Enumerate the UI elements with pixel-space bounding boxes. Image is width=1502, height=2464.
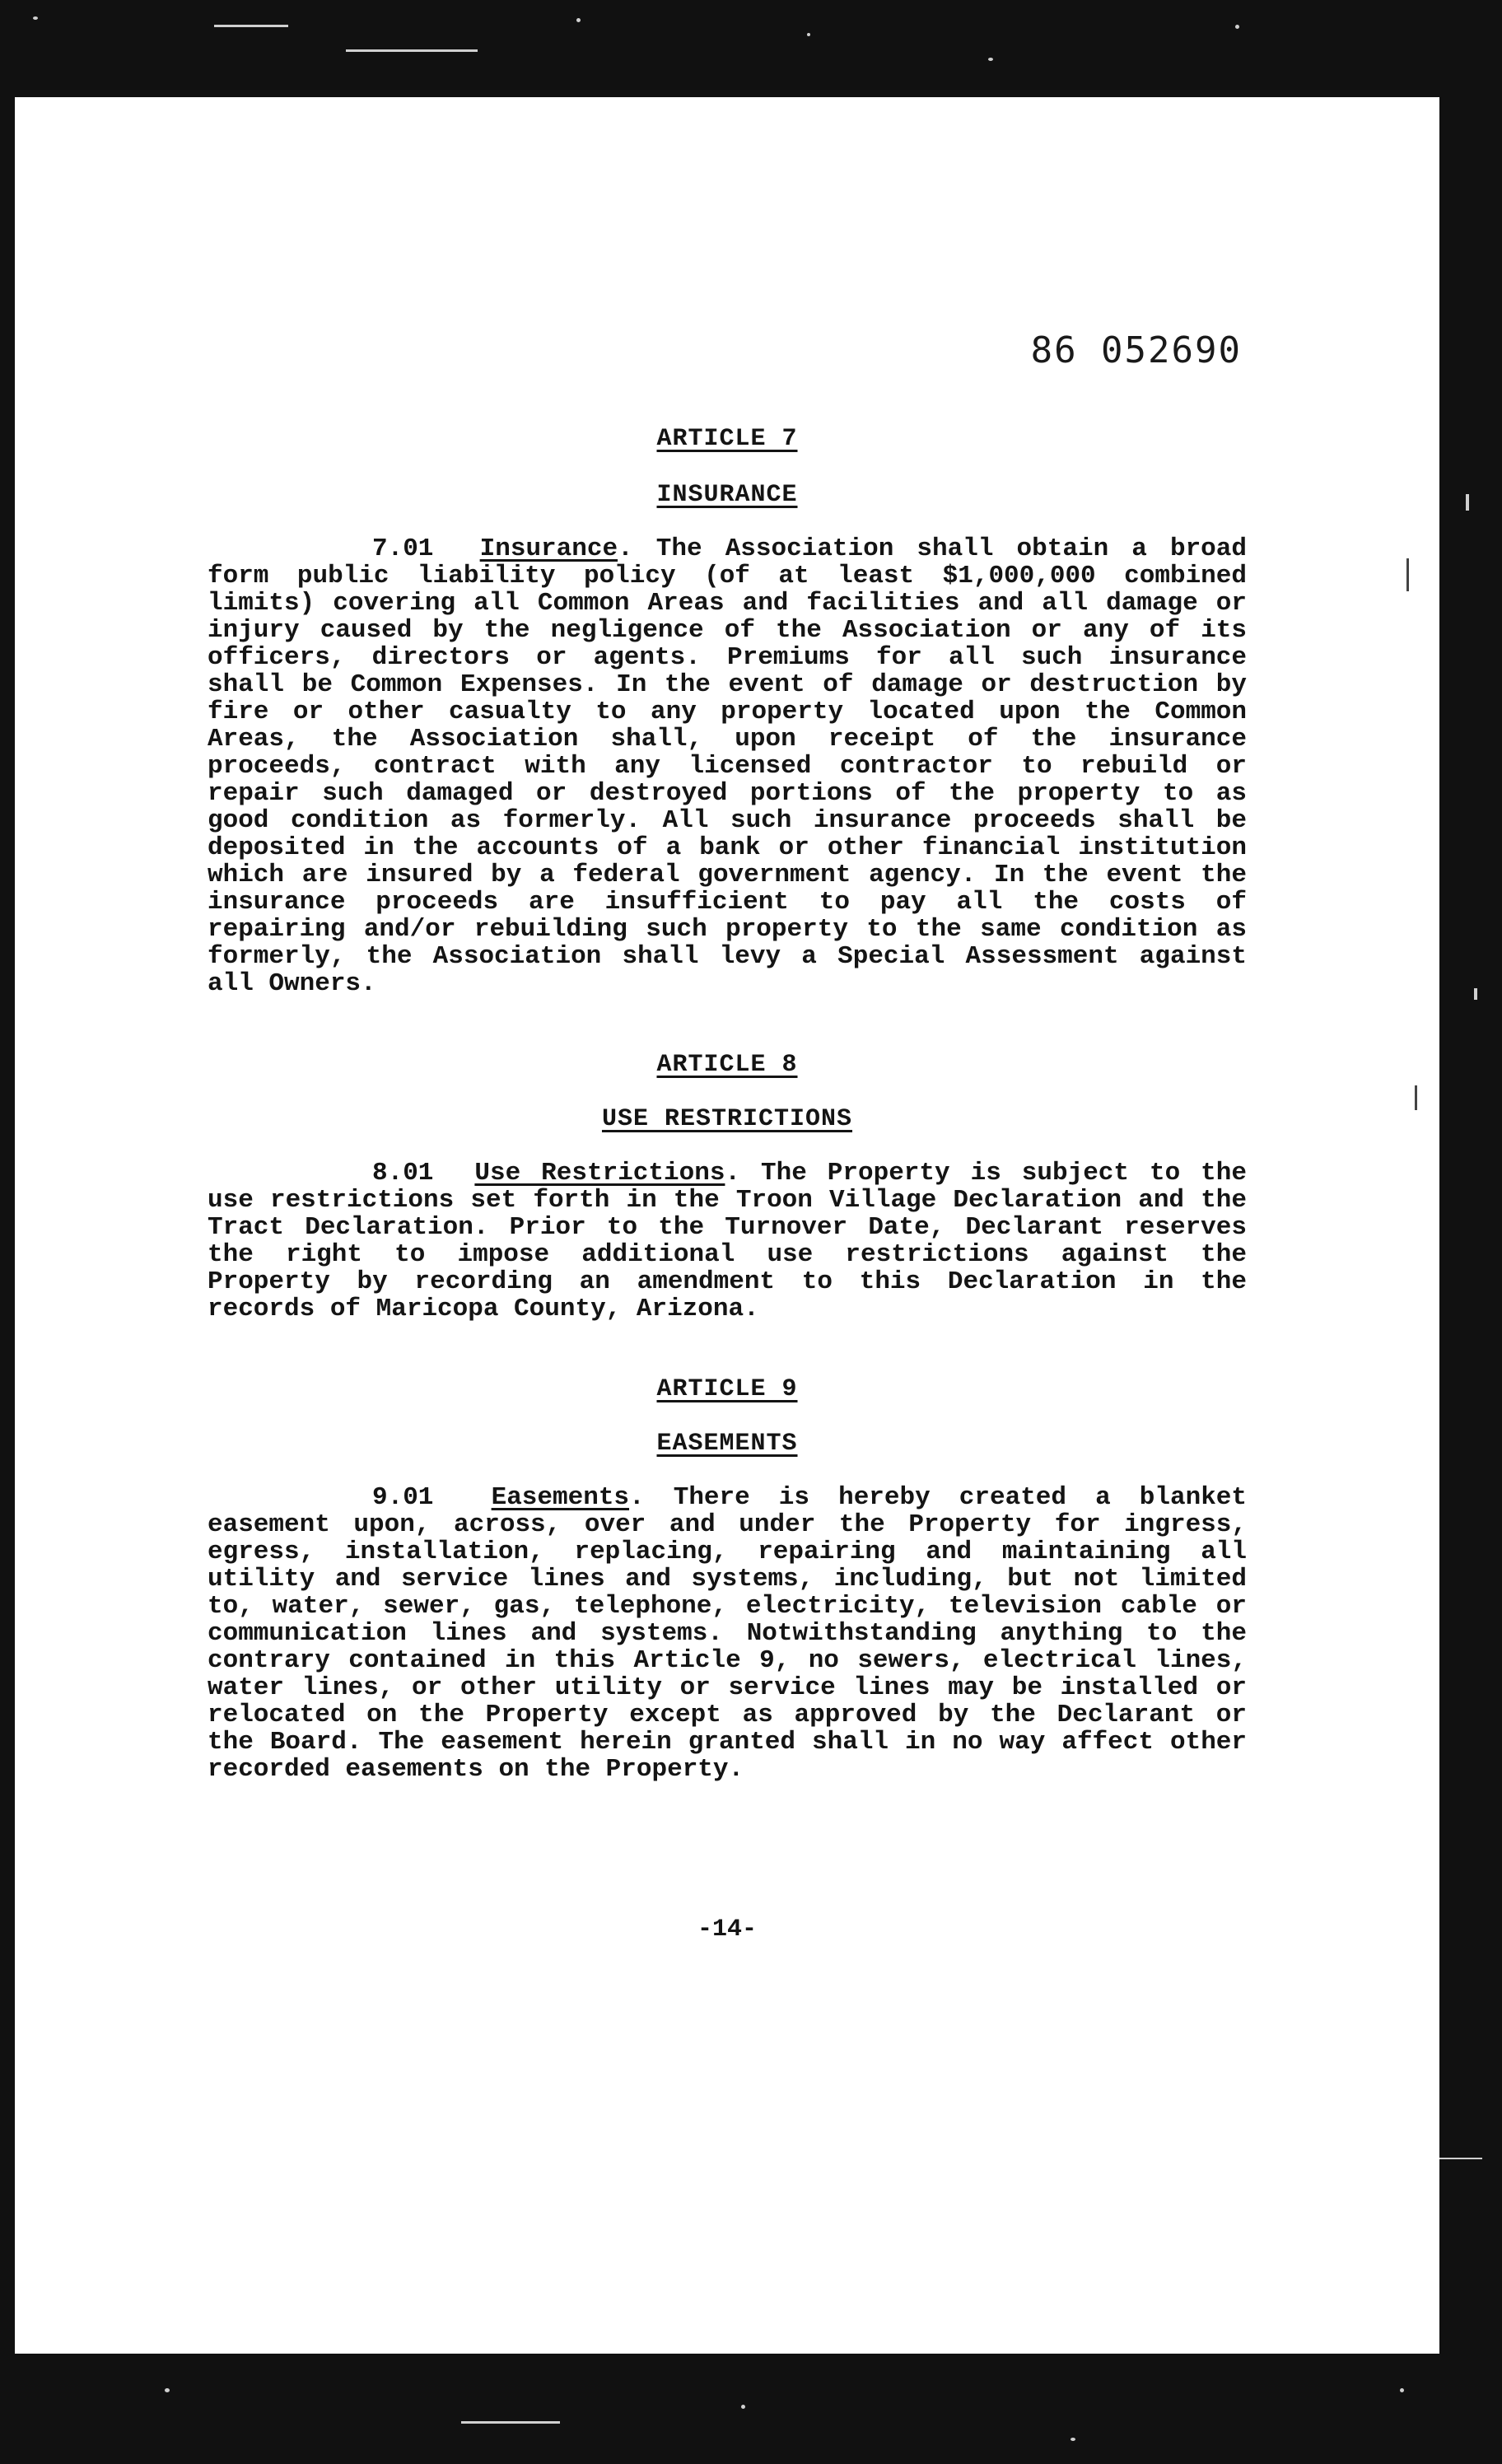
document-number: 86 052690 bbox=[1030, 329, 1242, 371]
article-7-title: ARTICLE 7 bbox=[656, 425, 798, 453]
scan-speck bbox=[576, 18, 581, 22]
article-9-title: ARTICLE 9 bbox=[656, 1375, 798, 1403]
section-body: . The Property is subject to the use restrictions set forth in the Troon Village Declaration and the Tract Declaration. Prior to the Turnover Date, Declarant reserves the right to impose additional use restrictions against the Property by recording an amendment to this Declaration in the records of Maricopa County, Arizona. bbox=[208, 1159, 1247, 1323]
scan-speck bbox=[346, 49, 478, 52]
section-body: . There is hereby created a blanket easement upon, across, over and under the Property for ingress, egress, installation, replacing, repairing and maintaining all utility and service lines and systems, including, but not limited to, water, sewer, gas, telephone, electricity, television cable or communication lines and systems. Notwithstanding anything to the contrary contained in this Article 9, no sewers, electrical lines, water lines, or other utility or service lines may be installed or relocated on the Property except as approved by the Declarant or the Board. The easement herein granted shall in no way affect other recorded easements on the Property. bbox=[208, 1483, 1247, 1784]
scan-speck bbox=[988, 58, 993, 61]
section-title: Insurance bbox=[479, 534, 618, 563]
scan-speck bbox=[1400, 2388, 1404, 2392]
section-8-01-paragraph bbox=[208, 1160, 1247, 1323]
margin-mark bbox=[1415, 1085, 1417, 1110]
article-9-heading: EASEMENTS bbox=[656, 1430, 798, 1458]
section-title: Easements bbox=[491, 1483, 630, 1512]
scan-speck bbox=[33, 16, 38, 20]
scan-speck bbox=[807, 33, 810, 36]
section-number: 8.01 bbox=[372, 1159, 434, 1188]
scan-speck bbox=[1466, 494, 1469, 511]
section-number: 7.01 bbox=[372, 534, 434, 563]
scan-speck bbox=[1071, 2438, 1075, 2441]
scan-speck bbox=[165, 2388, 170, 2392]
article-7-heading: INSURANCE bbox=[656, 481, 798, 509]
scan-speck bbox=[214, 25, 288, 27]
document-page bbox=[15, 97, 1439, 2354]
scan-speck bbox=[1235, 25, 1239, 29]
section-9-01-paragraph bbox=[208, 1484, 1247, 1783]
article-8-title: ARTICLE 8 bbox=[656, 1051, 798, 1079]
scan-speck bbox=[461, 2421, 560, 2424]
article-8-heading: USE RESTRICTIONS bbox=[601, 1105, 853, 1133]
margin-mark bbox=[1406, 558, 1409, 591]
section-title: Use Restrictions bbox=[474, 1159, 725, 1188]
scan-speck bbox=[1474, 988, 1477, 1000]
section-body: . The Association shall obtain a broad form public liability policy (of at least $1,000,000 combined limits) covering all Common Areas and facilities and all damage or injury caused by the negligence of the Association or any of its officers, directors or agents. Premiums for all such insurance shall be Common Expenses. In the event of damage or destruction by fire or other casualty to any property located upon the Common Areas, the Association shall, upon receipt of the insurance proceeds, contract with any licensed contractor to rebuild or repair such damaged or destroyed portions of the property to as good condition as formerly. All such insurance proceeds shall be deposited in the accounts of a bank or other financial institution which are insured by a federal government agency. In the event the insurance proceeds are insufficient to pay all the costs of repairing and/or rebuilding such property to the same condition as formerly, the Association shall levy a Special Assessment against all Owners. bbox=[208, 534, 1247, 998]
section-7-01-paragraph bbox=[208, 535, 1247, 997]
section-number: 9.01 bbox=[372, 1483, 434, 1512]
page-number: -14- bbox=[697, 1916, 757, 1944]
scan-speck bbox=[741, 2405, 745, 2409]
